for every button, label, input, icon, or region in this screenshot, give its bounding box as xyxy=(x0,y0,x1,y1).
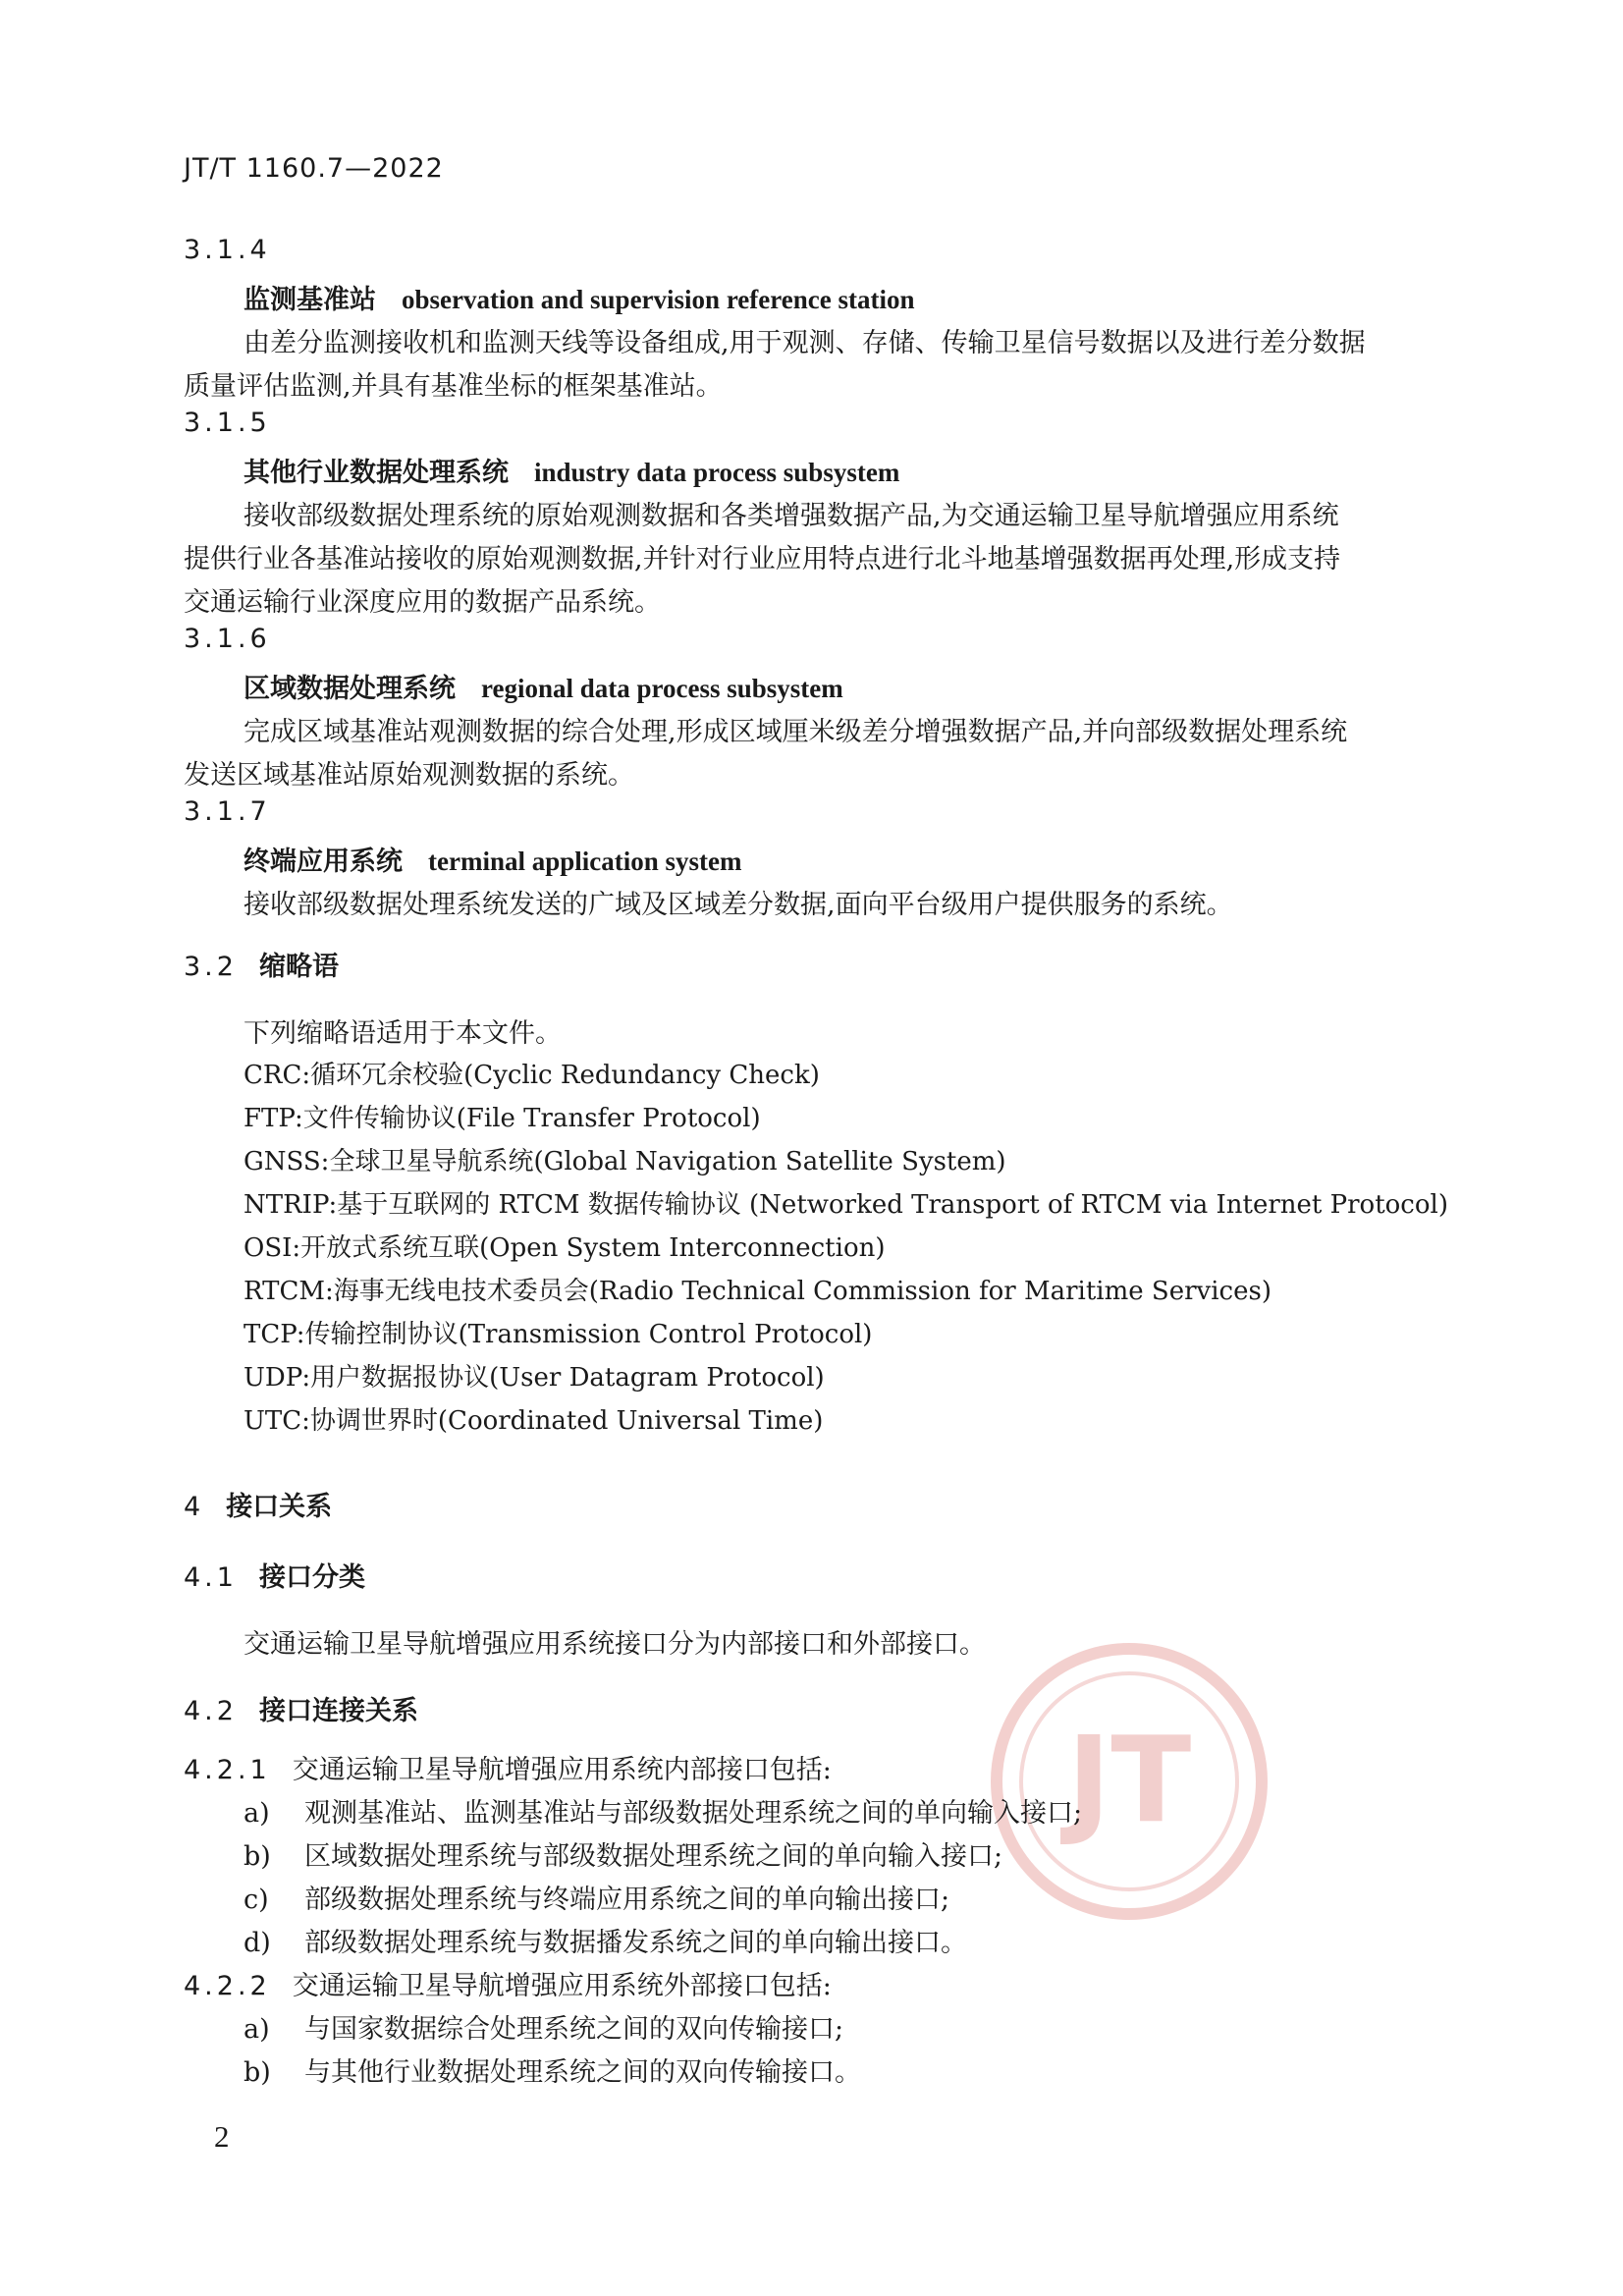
section-title: 缩略语 xyxy=(258,952,339,982)
term-definition-line: 完成区域基准站观测数据的综合处理,形成区域厘米级差分增强数据产品,并向部级数据处理系统 xyxy=(243,717,1348,747)
section-number: 3.2 xyxy=(184,952,238,982)
list-item-text: 观测基准站、监测基准站与部级数据处理系统之间的单向输入接口; xyxy=(304,1798,1083,1829)
abbreviation-item: OSI:开放式系统互联(Open System Interconnection) xyxy=(243,1233,886,1263)
term-definition-line: 提供行业各基准站接收的原始观测数据,并针对行业应用特点进行北斗地基增强数据再处理,形成支持 xyxy=(184,544,1341,574)
section-title: 接口连接关系 xyxy=(258,1696,418,1726)
chapter-number: 4 xyxy=(184,1492,205,1522)
abbreviation-item: UTC:协调世界时(Coordinated Universal Time) xyxy=(243,1406,824,1436)
abbreviation-item: CRC:循环冗余校验(Cyclic Redundancy Check) xyxy=(243,1061,820,1090)
clause-lead-text: 交通运输卫星导航增强应用系统内部接口包括: xyxy=(292,1755,832,1785)
section-intro: 下列缩略语适用于本文件。 xyxy=(243,1018,562,1049)
section-body: 交通运输卫星导航增强应用系统接口分为内部接口和外部接口。 xyxy=(243,1629,986,1660)
list-item-text: 区域数据处理系统与部级数据处理系统之间的单向输入接口; xyxy=(304,1841,1003,1872)
term-definition-line: 发送区域基准站原始观测数据的系统。 xyxy=(184,760,634,791)
chapter-heading xyxy=(184,1485,332,1523)
list-item xyxy=(243,1834,1002,1873)
term-number: 3.1.6 xyxy=(184,624,271,654)
list-item-text: 与其他行业数据处理系统之间的双向传输接口。 xyxy=(304,2057,861,2088)
list-marker: b) xyxy=(243,1841,271,1872)
chapter-title: 接口关系 xyxy=(226,1492,333,1522)
term-number: 3.1.4 xyxy=(184,235,271,265)
document-code: JT/T 1160.7—2022 xyxy=(184,153,444,184)
list-item xyxy=(243,1878,949,1916)
term-title-en: regional data process subsystem xyxy=(481,674,843,703)
stamp-text: JT xyxy=(1066,1713,1192,1849)
abbreviation-item: NTRIP:基于互联网的 RTCM 数据传输协议 (Networked Transport of RTCM via Internet Protocol) xyxy=(243,1190,1448,1220)
term-definition-line: 由差分监测接收机和监测天线等设备组成,用于观测、存储、传输卫星信号数据以及进行差分数据 xyxy=(243,328,1366,358)
term-title-zh: 终端应用系统 xyxy=(243,847,403,877)
page-number: 2 xyxy=(214,2119,230,2154)
clause-lead xyxy=(184,1748,832,1786)
term-title xyxy=(243,451,899,489)
term-title-en: terminal application system xyxy=(428,847,742,876)
term-title xyxy=(243,667,843,705)
list-item xyxy=(243,2007,843,2046)
list-item xyxy=(243,1791,1082,1830)
term-title xyxy=(243,840,741,878)
term-definition-line: 接收部级数据处理系统发送的广域及区域差分数据,面向平台级用户提供服务的系统。 xyxy=(243,890,1233,920)
clause-number: 4.2.2 xyxy=(184,1971,271,2001)
abbreviation-item: GNSS:全球卫星导航系统(Global Navigation Satellite System) xyxy=(243,1147,1006,1176)
list-item-text: 与国家数据综合处理系统之间的双向传输接口; xyxy=(304,2014,844,2045)
list-item xyxy=(243,1921,967,1959)
clause-lead xyxy=(184,1964,832,2002)
list-item-text: 部级数据处理系统与数据播发系统之间的单向输出接口。 xyxy=(304,1928,967,1958)
list-marker: c) xyxy=(243,1885,269,1915)
section-number: 4.2 xyxy=(184,1696,238,1726)
list-marker: a) xyxy=(243,2014,270,2045)
abbreviation-item: TCP:传输控制协议(Transmission Control Protocol) xyxy=(243,1320,873,1349)
clause-lead-text: 交通运输卫星导航增强应用系统外部接口包括: xyxy=(292,1971,832,2001)
abbreviation-item: FTP:文件传输协议(File Transfer Protocol) xyxy=(243,1104,761,1133)
list-marker: b) xyxy=(243,2057,271,2088)
term-definition-line: 质量评估监测,并具有基准坐标的框架基准站。 xyxy=(184,371,723,402)
section-title: 接口分类 xyxy=(258,1562,365,1593)
term-title-zh: 区域数据处理系统 xyxy=(243,674,456,704)
list-item xyxy=(243,2050,861,2089)
term-title-en: observation and supervision reference station xyxy=(402,285,915,314)
term-definition-line: 交通运输行业深度应用的数据产品系统。 xyxy=(184,587,661,618)
term-definition-line: 接收部级数据处理系统的原始观测数据和各类增强数据产品,为交通运输卫星导航增强应用系统 xyxy=(243,501,1339,531)
clause-number: 4.2.1 xyxy=(184,1755,271,1785)
term-title-en: industry data process subsystem xyxy=(534,458,900,487)
term-number: 3.1.7 xyxy=(184,796,271,827)
list-marker: a) xyxy=(243,1798,270,1829)
section-heading xyxy=(184,1689,418,1727)
term-title-zh: 其他行业数据处理系统 xyxy=(243,458,509,488)
abbreviation-item: UDP:用户数据报协议(User Datagram Protocol) xyxy=(243,1363,825,1393)
list-item-text: 部级数据处理系统与终端应用系统之间的单向输出接口; xyxy=(304,1885,950,1915)
jt-stamp-watermark xyxy=(982,1634,1276,1929)
term-title-zh: 监测基准站 xyxy=(243,285,376,315)
section-number: 4.1 xyxy=(184,1562,238,1593)
section-heading xyxy=(184,1556,365,1594)
list-marker: d) xyxy=(243,1928,271,1958)
term-title xyxy=(243,278,915,316)
abbreviation-item: RTCM:海事无线电技术委员会(Radio Technical Commission for Maritime Services) xyxy=(243,1277,1271,1306)
section-heading xyxy=(184,945,339,983)
term-number: 3.1.5 xyxy=(184,408,271,438)
